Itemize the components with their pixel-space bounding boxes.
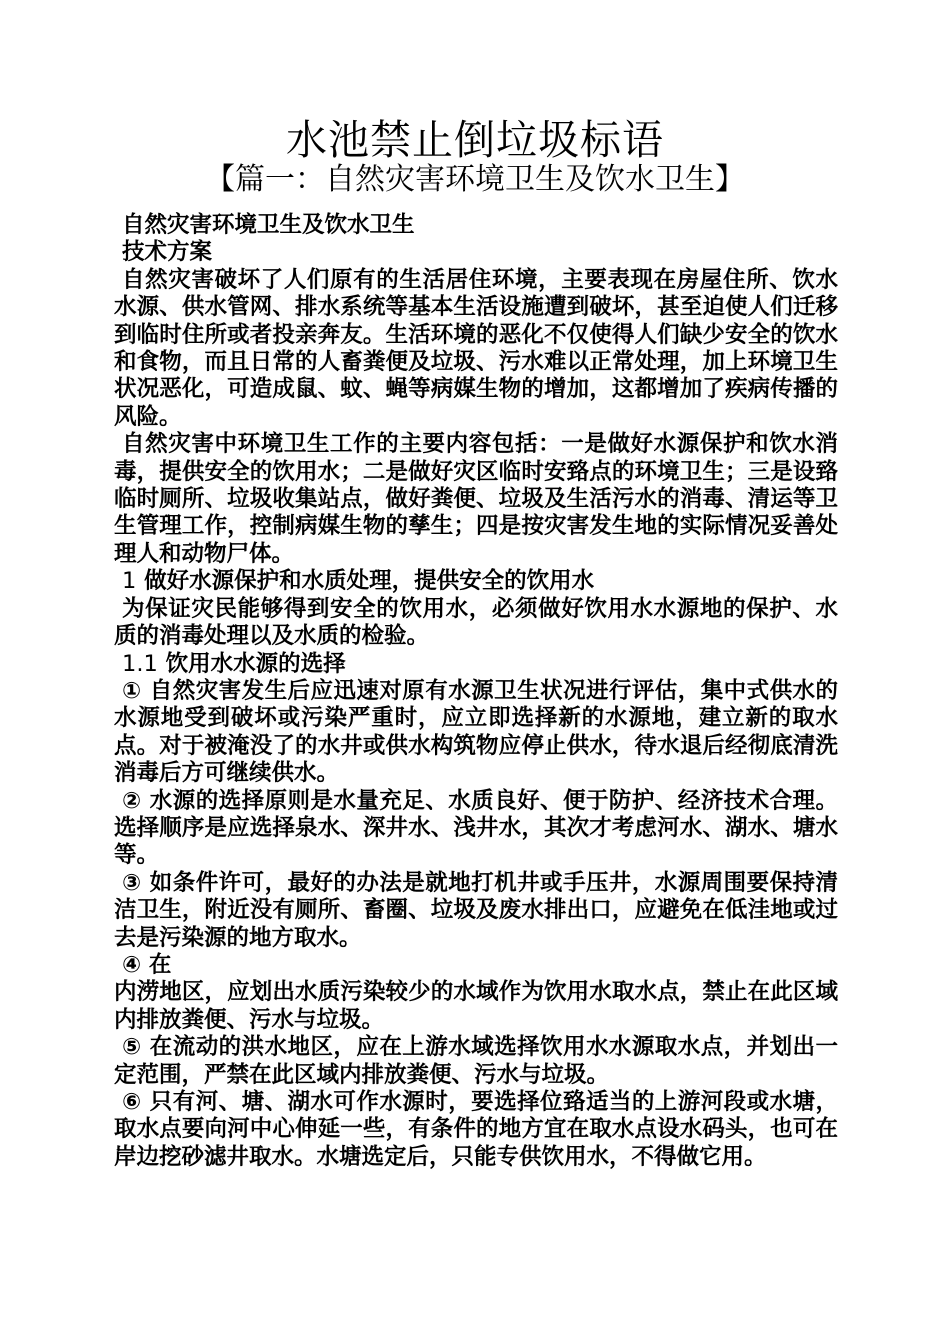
list-item-5: ⑤ 在流动的洪水地区，应在上游水域选择饮用水水源取水点，并划出一定范围，严禁在此区域内排放粪便、污水与垃圾。 <box>114 1034 838 1088</box>
document-title: 水池禁止倒垃圾标语 <box>286 116 664 164</box>
section-heading-1-1 <box>114 651 838 678</box>
section-heading-1-1-text: 饮用水水源的选择 <box>165 650 346 677</box>
list-item-1: ① 自然灾害发生后应迅速对原有水源卫生状况进行评估，集中式供水的水源地受到破坏或污染严重时，应立即选择新的水源地，建立新的取水点。对于被淹没了的水井或供水构筑物应停止供水，待水退后经彻底清洗消毒后方可继续供水。 <box>114 677 838 787</box>
paragraph-main-content: 自然灾害中环境卫生工作的主要内容包括：一是做好水源保护和饮水消毒，提供安全的饮用水；二是做好灾区临时安臵点的环境卫生；三是设臵临时厕所、垃圾收集站点，做好粪便、垃圾及生活污水的消毒、清运等卫生管理工作，控制病媒生物的孳生；四是按灾害发生地的实际情况妥善处理人和动物尸体。 <box>114 431 838 567</box>
section-number-1-1: 1.1 <box>122 650 158 677</box>
list-item-6: ⑥ 只有河、塘、湖水可作水源时，要选择位臵适当的上游河段或水塘，取水点要向河中心伸延一些，有条件的地方宜在取水点设水码头，也可在岸边挖砂滤井取水。水塘选定后，只能专供饮用水，不得做它用。 <box>114 1089 838 1170</box>
paragraph-intro: 自然灾害破坏了人们原有的生活居住环境，主要表现在房屋住所、饮水水源、供水管网、排水系统等基本生活设施遭到破坏，甚至迫使人们迁移到临时住所或者投亲奔友。生活环境的恶化不仅使得人们缺少安全的饮水和食物，而且日常的人畜粪便及垃圾、污水难以正常处理，加上环境卫生状况恶化，可造成鼠、蚊、蝇等病媒生物的增加，这都增加了疾病传播的风险。 <box>114 266 838 430</box>
document-subtitle: 【篇一：自然灾害环境卫生及饮水卫生】 <box>205 162 745 197</box>
list-item-4-continued: 内涝地区，应划出水质污染较少的水域作为饮用水取水点，禁止在此区域内排放粪便、污水与垃圾。 <box>114 979 838 1033</box>
heading-technical-plan: 技术方案 <box>122 239 213 266</box>
list-item-2: ② 水源的选择原则是水量充足、水质良好、便于防护、经济技术合理。选择顺序是应选择泉水、深井水、浅井水，其次才考虑河水、湖水、塘水等。 <box>114 787 838 869</box>
document-body <box>114 212 838 1171</box>
heading-topic: 自然灾害环境卫生及饮水卫生 <box>122 212 415 238</box>
list-item-3: ③ 如条件许可，最好的办法是就地打机井或手压井，水源周围要保持清洁卫生，附近没有厕所、畜圈、垃圾及废水排出口，应避免在低洼地或过去是污染源的地方取水。 <box>114 869 838 951</box>
section-heading-1 <box>114 568 838 595</box>
section-number-1: 1 <box>122 568 137 595</box>
paragraph-section-1: 为保证灾民能够得到安全的饮用水，必须做好饮用水水源地的保护、水质的消毒处理以及水质的检验。 <box>114 595 838 650</box>
section-heading-1-text: 做好水源保护和水质处理，提供安全的饮用水 <box>144 568 595 595</box>
list-item-4-start: ④ 在 <box>122 951 172 978</box>
